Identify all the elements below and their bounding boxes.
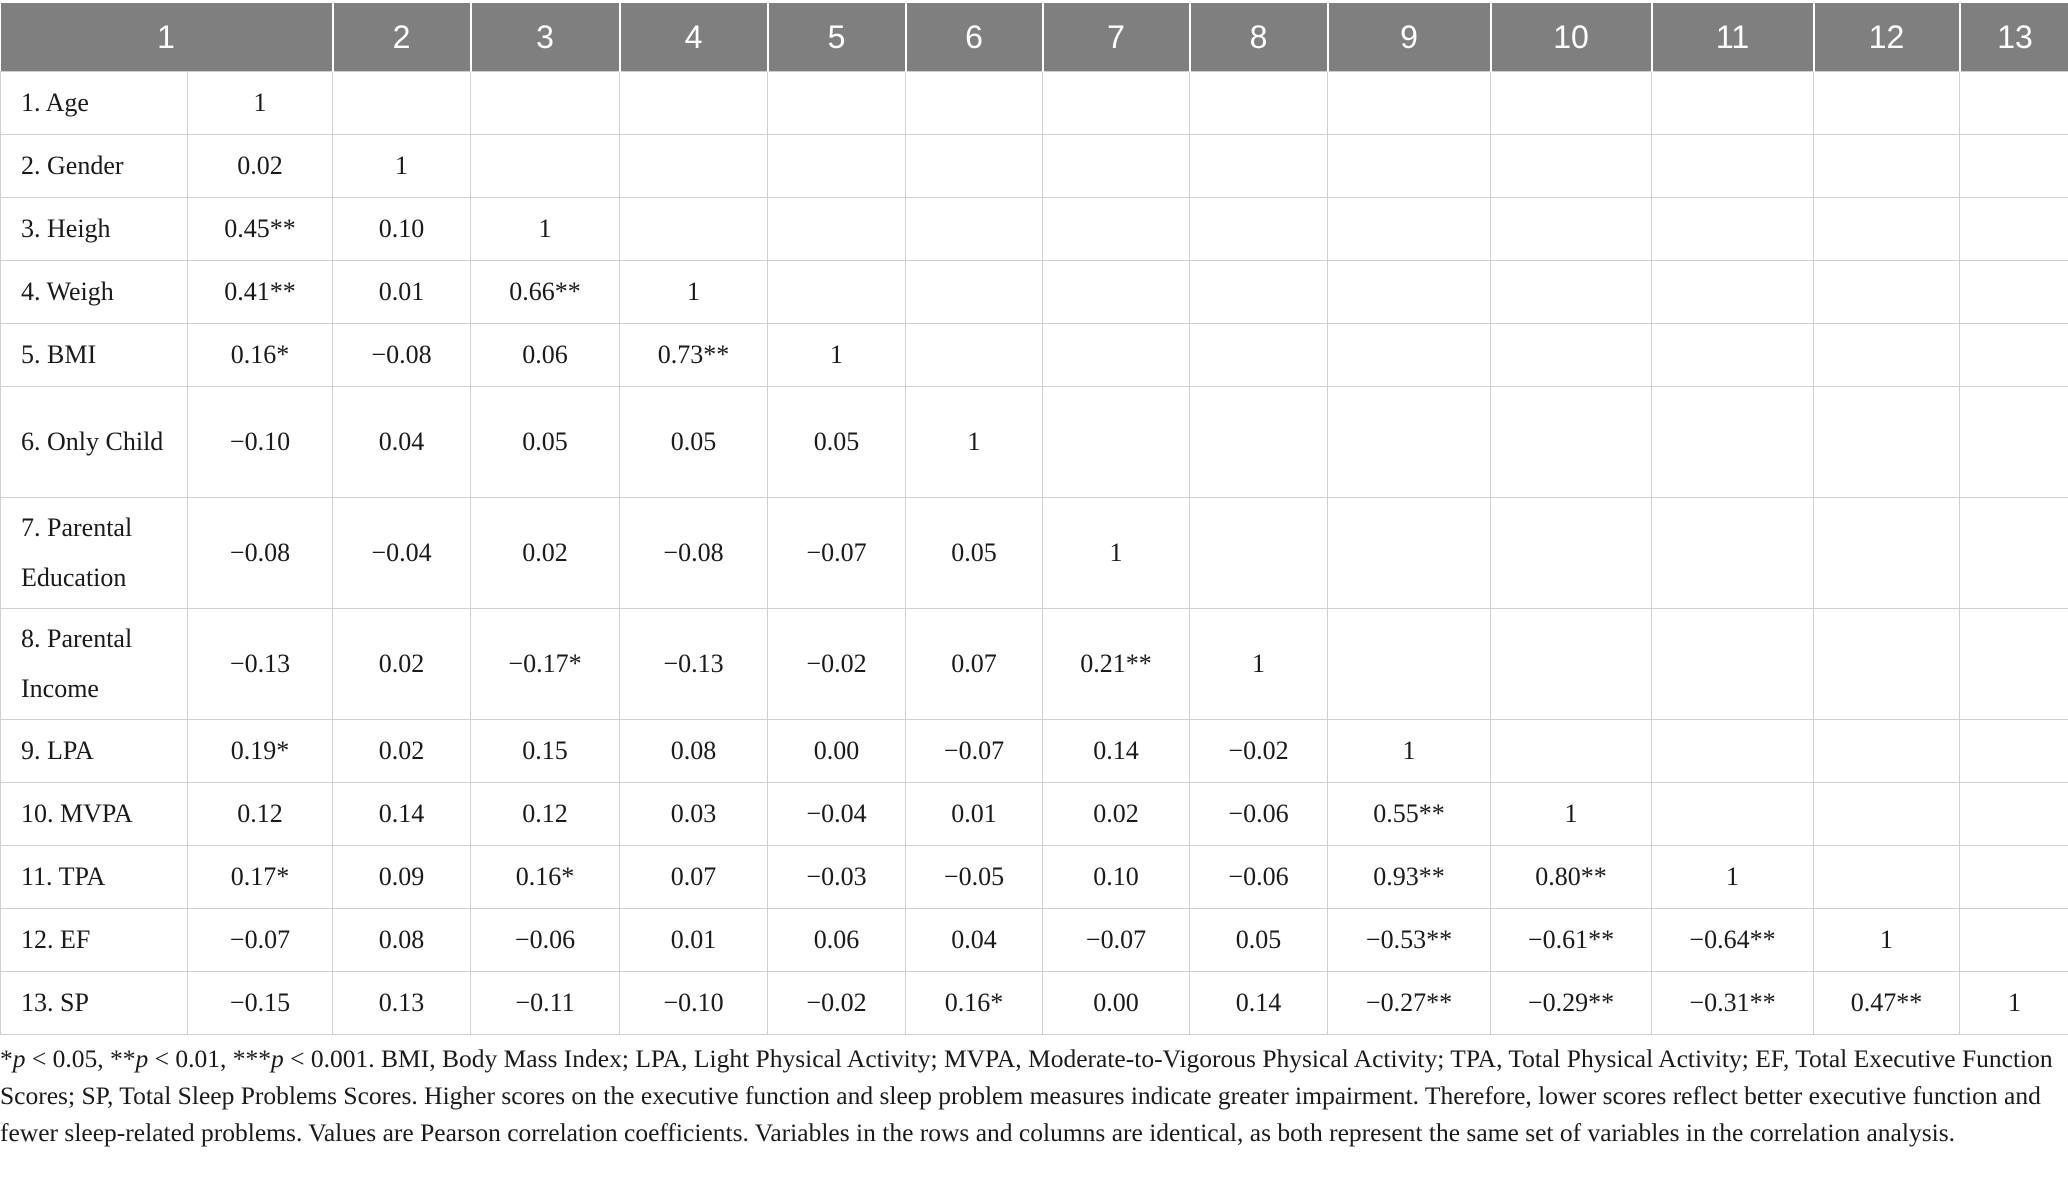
table-row [1, 783, 2068, 846]
table-cell: −0.07 [1043, 909, 1190, 972]
table-row [1, 198, 2068, 261]
table-cell: 0.19* [188, 720, 333, 783]
table-cell [906, 261, 1043, 324]
table-cell [1652, 783, 1814, 846]
table-cell [1043, 261, 1190, 324]
table-row [1, 846, 2068, 909]
table-cell [1960, 609, 2068, 720]
table-cell [1190, 387, 1328, 498]
table-row [1, 261, 2068, 324]
table-cell [1814, 261, 1960, 324]
table-cell [1960, 261, 2068, 324]
table-cell [1491, 324, 1652, 387]
table-cell: −0.06 [1190, 783, 1328, 846]
column-header: 1 [1, 3, 333, 72]
table-cell: 0.04 [906, 909, 1043, 972]
table-cell: 0.00 [1043, 972, 1190, 1035]
row-label: 8. Parental Income [1, 609, 188, 720]
table-cell [1814, 783, 1960, 846]
table-row [1, 609, 2068, 720]
table-cell [1814, 387, 1960, 498]
table-cell: −0.07 [768, 498, 906, 609]
table-cell: −0.64** [1652, 909, 1814, 972]
table-cell: −0.27** [1328, 972, 1491, 1035]
table-cell: 0.13 [333, 972, 471, 1035]
row-label: 5. BMI [1, 324, 188, 387]
table-cell: −0.03 [768, 846, 906, 909]
table-cell: −0.29** [1491, 972, 1652, 1035]
table-cell [1652, 324, 1814, 387]
table-cell [1190, 135, 1328, 198]
row-label: 11. TPA [1, 846, 188, 909]
table-cell: 0.10 [1043, 846, 1190, 909]
table-row [1, 909, 2068, 972]
table-cell [1328, 261, 1491, 324]
table-cell: 0.12 [188, 783, 333, 846]
table-cell: 0.93** [1328, 846, 1491, 909]
footnote-text: < 0.001. BMI, Body Mass Index; LPA, Light Physical Activity; MVPA, Moderate-to-Vigorous Physical Activity; TPA, Total Physical Activity; EF, Total Executive Function Scores; SP, Total Sleep Problems Scores. Higher scores on the executive function and sleep problem measures indicate greater impairment. Therefore, lower scores reflect better executive function and fewer sleep-related problems. Values are Pearson correlation coefficients. Variables in the rows and columns are identical, as both represent the same set of variables in the correlation analysis. [0, 1044, 2053, 1147]
table-cell: −0.11 [471, 972, 620, 1035]
table-cell: 0.05 [620, 387, 768, 498]
table-cell: 0.09 [333, 846, 471, 909]
table-row [1, 135, 2068, 198]
table-cell: 1 [768, 324, 906, 387]
table-cell: 0.02 [188, 135, 333, 198]
table-cell: 0.06 [471, 324, 620, 387]
table-cell [471, 135, 620, 198]
table-cell [1652, 498, 1814, 609]
table-cell [1491, 387, 1652, 498]
table-cell [1328, 387, 1491, 498]
table-cell: 1 [1491, 783, 1652, 846]
table-cell: 0.01 [906, 783, 1043, 846]
table-cell [1960, 720, 2068, 783]
table-cell: 0.16* [906, 972, 1043, 1035]
table-cell [620, 72, 768, 135]
column-header: 4 [620, 3, 768, 72]
table-cell: 0.03 [620, 783, 768, 846]
table-body [1, 72, 2068, 1035]
table-cell [1814, 135, 1960, 198]
footnote-p: p [271, 1044, 284, 1073]
table-cell: 0.41** [188, 261, 333, 324]
table-cell [906, 72, 1043, 135]
table-cell: −0.17* [471, 609, 620, 720]
table-cell [906, 198, 1043, 261]
row-label: 9. LPA [1, 720, 188, 783]
table-cell [768, 198, 906, 261]
table-cell: −0.02 [768, 972, 906, 1035]
table-cell [1814, 498, 1960, 609]
table-cell: −0.10 [188, 387, 333, 498]
table-cell [1652, 609, 1814, 720]
table-cell [1491, 720, 1652, 783]
table-cell: 0.16* [471, 846, 620, 909]
table-cell: 0.14 [1043, 720, 1190, 783]
table-cell [1960, 783, 2068, 846]
table-cell [1491, 72, 1652, 135]
table-cell: −0.13 [188, 609, 333, 720]
table-cell [1491, 261, 1652, 324]
table-row [1, 324, 2068, 387]
table-cell: 1 [1043, 498, 1190, 609]
table-cell: 1 [1814, 909, 1960, 972]
table-cell: −0.06 [1190, 846, 1328, 909]
table-cell [1652, 261, 1814, 324]
table-cell: −0.04 [768, 783, 906, 846]
table-cell: 1 [188, 72, 333, 135]
table-cell [1814, 846, 1960, 909]
row-label: 12. EF [1, 909, 188, 972]
table-cell: 0.80** [1491, 846, 1652, 909]
table-cell [333, 72, 471, 135]
table-cell [1190, 498, 1328, 609]
table-cell [1043, 387, 1190, 498]
table-cell: −0.31** [1652, 972, 1814, 1035]
table-row [1, 387, 2068, 498]
table-cell: 0.15 [471, 720, 620, 783]
table-row [1, 972, 2068, 1035]
table-row [1, 498, 2068, 609]
column-header: 9 [1328, 3, 1491, 72]
table-cell: 0.08 [620, 720, 768, 783]
table-cell: 1 [1960, 972, 2068, 1035]
row-label: 10. MVPA [1, 783, 188, 846]
table-footnote [0, 1040, 2058, 1151]
column-header: 13 [1960, 3, 2068, 72]
table-cell [1328, 498, 1491, 609]
table-cell [1328, 324, 1491, 387]
table-cell: 1 [1328, 720, 1491, 783]
table-cell [768, 72, 906, 135]
table-cell: 1 [906, 387, 1043, 498]
table-cell: 0.05 [471, 387, 620, 498]
table-cell: 0.45** [188, 198, 333, 261]
row-label: 4. Weigh [1, 261, 188, 324]
row-label: 6. Only Child [1, 387, 188, 498]
table-cell: 0.47** [1814, 972, 1960, 1035]
table-cell: 0.06 [768, 909, 906, 972]
table-cell [1814, 609, 1960, 720]
table-cell: 1 [471, 198, 620, 261]
row-label: 2. Gender [1, 135, 188, 198]
table-cell: 0.02 [333, 720, 471, 783]
table-cell: 1 [333, 135, 471, 198]
table-row [1, 720, 2068, 783]
column-header: 7 [1043, 3, 1190, 72]
column-header: 6 [906, 3, 1043, 72]
table-cell: 0.14 [333, 783, 471, 846]
table-cell: −0.61** [1491, 909, 1652, 972]
table-cell: 0.01 [333, 261, 471, 324]
table-cell: 0.66** [471, 261, 620, 324]
table-cell [1043, 198, 1190, 261]
table-cell: 0.10 [333, 198, 471, 261]
table-cell [1814, 198, 1960, 261]
table-cell [1491, 498, 1652, 609]
table-cell: 0.16* [188, 324, 333, 387]
table-cell [1190, 261, 1328, 324]
table-cell [1043, 324, 1190, 387]
table-cell [1960, 846, 2068, 909]
table-cell: 0.14 [1190, 972, 1328, 1035]
table-cell [1652, 72, 1814, 135]
column-header: 2 [333, 3, 471, 72]
footnote-p: p [135, 1044, 149, 1073]
column-header: 12 [1814, 3, 1960, 72]
table-cell: 0.07 [620, 846, 768, 909]
table-cell [1328, 72, 1491, 135]
table-cell [1960, 72, 2068, 135]
table-cell [1328, 609, 1491, 720]
table-cell [1960, 324, 2068, 387]
table-cell: −0.07 [188, 909, 333, 972]
table-cell: 1 [1652, 846, 1814, 909]
footnote-text: < 0.05, ** [25, 1044, 136, 1073]
table-cell: 0.05 [1190, 909, 1328, 972]
table-cell: 0.02 [333, 609, 471, 720]
table-cell [1652, 135, 1814, 198]
table-cell: −0.07 [906, 720, 1043, 783]
table-cell: −0.08 [333, 324, 471, 387]
table-cell: 0.73** [620, 324, 768, 387]
table-cell: 0.04 [333, 387, 471, 498]
table-cell [1491, 198, 1652, 261]
column-header: 5 [768, 3, 906, 72]
correlation-table [0, 3, 2068, 1035]
table-cell: 0.05 [768, 387, 906, 498]
table-cell [1960, 387, 2068, 498]
table-cell [1960, 498, 2068, 609]
footnote-text: < 0.01, *** [148, 1044, 272, 1073]
table-cell [1328, 135, 1491, 198]
table-cell [906, 135, 1043, 198]
table-cell [471, 72, 620, 135]
table-header [1, 3, 2068, 72]
table-cell: −0.10 [620, 972, 768, 1035]
table-cell [1190, 198, 1328, 261]
table-cell [1814, 720, 1960, 783]
table-cell [1652, 198, 1814, 261]
table-cell: −0.06 [471, 909, 620, 972]
table-cell: −0.15 [188, 972, 333, 1035]
table-cell: −0.04 [333, 498, 471, 609]
row-label: 13. SP [1, 972, 188, 1035]
table-cell: 0.08 [333, 909, 471, 972]
table-cell: 0.00 [768, 720, 906, 783]
row-label: 7. Parental Education [1, 498, 188, 609]
table-cell: −0.08 [188, 498, 333, 609]
table-cell: 1 [620, 261, 768, 324]
column-header: 11 [1652, 3, 1814, 72]
footnote-p: p [12, 1044, 26, 1073]
table-cell [1960, 135, 2068, 198]
table-cell [906, 324, 1043, 387]
column-header: 8 [1190, 3, 1328, 72]
table-cell: 0.01 [620, 909, 768, 972]
column-header: 10 [1491, 3, 1652, 72]
table-cell [1652, 720, 1814, 783]
table-cell [620, 198, 768, 261]
table-cell: −0.02 [768, 609, 906, 720]
table-cell [1043, 135, 1190, 198]
footnote-lead: * [0, 1044, 13, 1073]
row-label: 1. Age [1, 72, 188, 135]
table-cell: 0.55** [1328, 783, 1491, 846]
table-cell: −0.13 [620, 609, 768, 720]
table-cell [768, 135, 906, 198]
column-header: 3 [471, 3, 620, 72]
table-cell [1190, 72, 1328, 135]
table-cell: 1 [1190, 609, 1328, 720]
row-label: 3. Heigh [1, 198, 188, 261]
table-cell [620, 135, 768, 198]
table-cell: −0.08 [620, 498, 768, 609]
table-cell: 0.02 [1043, 783, 1190, 846]
table-cell: −0.53** [1328, 909, 1491, 972]
table-cell [1043, 72, 1190, 135]
table-cell [1328, 198, 1491, 261]
table-cell: 0.07 [906, 609, 1043, 720]
table-cell: 0.12 [471, 783, 620, 846]
table-cell: 0.02 [471, 498, 620, 609]
table-cell: −0.02 [1190, 720, 1328, 783]
table-cell [1491, 135, 1652, 198]
table-cell: −0.05 [906, 846, 1043, 909]
table-row [1, 72, 2068, 135]
table-cell [768, 261, 906, 324]
table-cell [1960, 909, 2068, 972]
table-cell [1814, 324, 1960, 387]
table-cell [1491, 609, 1652, 720]
table-cell [1814, 72, 1960, 135]
table-cell [1960, 198, 2068, 261]
table-cell [1652, 387, 1814, 498]
table-cell: 0.05 [906, 498, 1043, 609]
table-cell: 0.21** [1043, 609, 1190, 720]
table-cell: 0.17* [188, 846, 333, 909]
table-cell [1190, 324, 1328, 387]
